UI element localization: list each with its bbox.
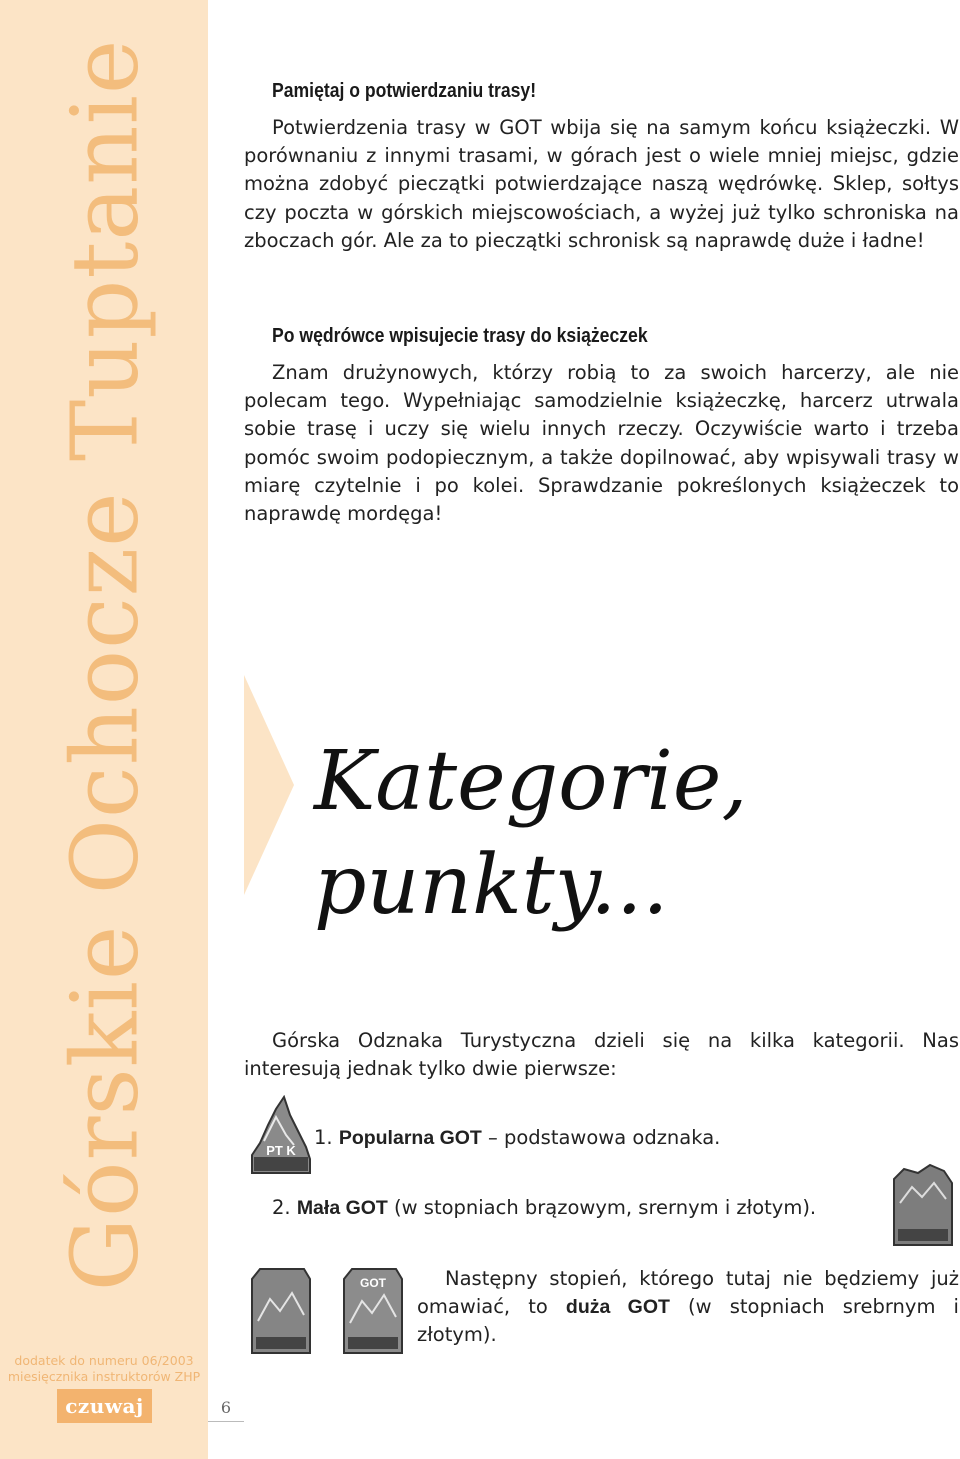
small-badge-label: GOT xyxy=(360,1276,386,1290)
chapter-title xyxy=(314,730,748,938)
page-number: 6 xyxy=(208,1398,244,1422)
final-text-after: (w stopniach srebrnym i złotym). xyxy=(417,1295,959,1347)
sidebar-title: Górskie Ochocze Tuptanie xyxy=(51,38,159,1292)
list-item-description: (w stopniach brązowym, srernym i złotym). xyxy=(387,1196,817,1219)
section2-heading: Po wędrówce wpisujecie trasy do książeczek xyxy=(272,325,648,347)
list-item-popular xyxy=(314,1126,720,1150)
intro-text: Górska Odznaka Turystyczna dzieli się na kilka kategorii. Nas interesują jednak tylko dwie pierwsze: xyxy=(244,1029,959,1081)
small-got-badge-icon xyxy=(890,1163,956,1249)
chapter-title-line1: Kategorie, xyxy=(314,734,748,829)
section2-text: Znam drużynowych, którzy robią to za swoich harcerzy, ale nie polecam tego. Wypełniając samodzielnie książeczkę, harcerz utrwala sobie trasę i uczy się wielu innych rzeczy. Oczywiście warto i trzeba pomóc swoim podopiecznym, a także dopilnować, aby wpisywali trasy w miarę czytelnie i po kolei. Sprawdzanie pokreślonych książeczek to naprawdę mordęga! xyxy=(244,361,959,526)
sidebar-note-line2: miesięcznika instruktorów ZHP xyxy=(7,1369,201,1384)
final-paragraph xyxy=(417,1265,959,1350)
list-item-number: 1. xyxy=(314,1126,333,1149)
section1-paragraph xyxy=(244,114,959,255)
decorative-arrow-icon xyxy=(244,675,294,895)
section1-text: Potwierdzenia trasy w GOT wbija się na samym końcu książeczki. W porównaniu z innymi trasami, w górach jest o wiele mniej miejsc, gdzie można zdobyć pieczątki potwierdzające naszą wędrówkę. Sklep, sołtys czy poczta w górskich miejscowościach, a wyżej już tylko schroniska na zboczach gór. Ale za to pieczątki schronisk są naprawdę duże i ładne! xyxy=(244,116,959,252)
czuwaj-logo xyxy=(57,1389,152,1423)
sidebar-note-line1: dodatek do numeru 06/2003 xyxy=(14,1353,194,1368)
popular-got-badge-icon xyxy=(246,1095,316,1177)
section2-paragraph xyxy=(244,359,959,528)
final-text-before: Następny stopień, którego tutaj nie będziemy już omawiać, to xyxy=(417,1267,959,1319)
popular-badge-label: PT K xyxy=(266,1143,296,1158)
list-item-small xyxy=(272,1196,816,1220)
list-item-name: Mała GOT xyxy=(296,1197,388,1219)
sidebar-note xyxy=(0,1353,208,1385)
list-item-number: 2. xyxy=(272,1196,291,1219)
final-text xyxy=(417,1265,959,1350)
list-item-description: – podstawowa odznaka. xyxy=(481,1126,721,1149)
logo-text: czuwaj xyxy=(65,1394,144,1418)
final-text-bold: duża GOT xyxy=(565,1296,670,1319)
small-got-bronze-badge-icon xyxy=(248,1265,314,1357)
small-got-silver-badge-icon xyxy=(340,1265,406,1357)
chapter-title-line2: punkty... xyxy=(314,838,669,933)
section1-heading: Pamiętaj o potwierdzaniu trasy! xyxy=(272,80,537,102)
sidebar xyxy=(0,0,208,1459)
list-item-name: Popularna GOT xyxy=(338,1127,482,1149)
intro-paragraph xyxy=(244,1027,959,1083)
